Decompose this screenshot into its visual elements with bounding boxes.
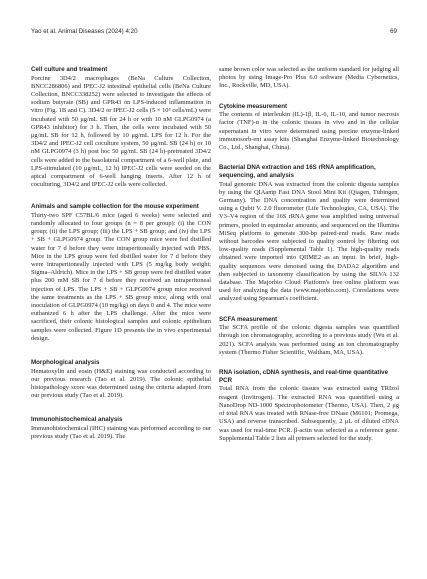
section-title-rna: RNA isolation, cDNA synthesis, and real-time quantitative PCR [219, 368, 389, 384]
section-title-morphology: Morphological analysis [31, 359, 100, 367]
section-body-morphology: Hematoxylin and eosin (H&E) staining was conducted according to our previous research (Tao et al. 2019). The colonic epithelial histopathology score was determined using the criteria adapted from our previous study (Tao et al. 2019). [31, 367, 211, 400]
section-title-animals: Animals and sample collection for the mouse experiment [31, 203, 199, 211]
running-header [31, 28, 397, 35]
section-body-ihc-continued: same brown color was selected as the uniform standard for judging all photos by using Image-Pro Plus 6.0 software (Media Cybernetics, Inc., Rockville, MD, USA). [219, 66, 399, 90]
section-body-cell-culture: Porcine 3D4/2 macrophages (BeNa Culture Collection, BNCC286806) and IPEC-J2 intestinal epithelial cells (BeNa Culture Collection, BNCC338252) were selected to investigate the effects of sodium butyrate (SB) and GPR43 on LPS-induced inflammation in vitro (Fig. 1B and C). 3D4/2 or IPEC-J2 cells (5 × 10⁵ cells/mL) were incubated with 50 μg/mL SB for 24 h or with 10 nM GLPG0974 (a GPR43 inhibitor) for 3 h. Then, the cells were incubated with 50 μg/mL SB for 12 h, followed by 10 μg/mL LPS for 12 h. For the 3D4/2 and IPEC-J2 cell coculture system, 50 μg/mL SB (24 h) or 10 nM GLPG0974 (3 h) post hoc 50 μg/mL SB (24 h)-pretreated 3D4/2 cells were added to the basolateral compartment of a 6-well plate, and LPS-stimulated (10 μg/mL, 12 h) IPEC-J2 cells were seeded on the apical compartment of 6-well hanging inserts. After 12 h of coculturing, 3D4/2 and IPEC-J2 cells were collected. [31, 74, 211, 189]
section-body-cytokine: The contents of interleukin (IL)-1β, IL-6, IL-10, and tumor necrosis factor (TNF)-α in the colonic tissues in vivo and in the cellular supernatant in vitro were determined using porcine enzyme-linked immunosorb-ent assay kits (Shanghai Enzyme-linked Biotechnology Co., Ltd., Shanghai, China). [219, 111, 399, 151]
left-column [31, 66, 211, 441]
section-body-rna: Total RNA from the colonic tissues was extracted using TRIzol reagent (Invitrogen). The extracted RNA was quantified using a NanoDrop ND-1000 Spectrophotometer (Thermo, USA). Then, 2 μg of total RNA was treated with RNase-free DNase (M6101; Promega, USA) and reverse transcribed. Subsequently, 2 μL of diluted cDNA was used for real-time PCR. β-actin was selected as a reference gene. Supplemental Table 2 lists all primers selected for the study. [219, 385, 399, 442]
section-title-cell-culture: Cell culture and treatment [31, 66, 108, 73]
section-body-scfa: The SCFA profile of the colonic digesta samples was quantified through ion chromatography, according to a previous study (Wu et al. 2021). SCFA analysis was performed using an ion chromatography system (Thermo Fisher Scientific, Waltham, MA, USA). [219, 324, 399, 356]
section-body-animals: Thirty-two SPF C57BL/6 mice (aged 6 weeks) were selected and randomly allocated to four groups (n = 8 per group): (i) the CON group; (ii) the LPS group; (iii) the LPS + SB group; and (iv) the LPS + SB + GLPG0974 group. The CON group mice were fed distilled water for 7 d before they were intraperitoneally injected with PBS. Mice in the LPS group were fed distilled water for 7 d before they were intraperitoneally injected with LPS (5 mg/kg body weight; Sigma–Aldrich). Mice in the LPS + SB group were fed distilled water plus 200 mM SB for 7 d before they received an intraperitoneal injection of LPS. The LPS + SB + GLPG0974 group mice received the same treatments as the LPS + SB group mice, along with oral inoculation of GLPG0974 (10 mg/kg) on days 0 and 4. The mice were euthanized 6 h after the LPS challenge. After the mice were sacrificed, their colonic histological samples and colonic epithelium samples were collected. Figure 1D presents the in vivo experimental design. [31, 211, 211, 342]
citation: Yao et al. Animal Diseases (2024) 4:20 [31, 28, 138, 35]
right-column [219, 66, 399, 443]
section-title-cytokine: Cytokine measurement [219, 102, 288, 110]
section-body-dna-extraction: Total genomic DNA was extracted from the colonic digesta samples by using the QIAamp Fast DNA Stool Mini Kit (Qiagen, Tübingen, Germany). The DNA concentration and quality were determined using a Qubit V. 2.0 fluorometer (Life Technologies, CA, USA). The V3–V4 region of the 16S rRNA gene was amplified using universal primers, pooled in equimolar amounts, and sequenced on the Illumina MiSeq platform to generate 300-bp paired-end reads. Raw reads without barcodes were subjected to quality control by filtering out low-quality reads (Supplemental Table 1). The high-quality reads obtained were imported into QIIME2 as an input. In brief, high-quality sequences were denoised using the DADA2 algorithm and then subjected to taxonomy classification by using the SILVA 132 database. The Majorbio Cloud Platform's free online platform was used for analyzing the data (www.majorbio.com). Correlations were analyzed using Spearman's coefficient. [219, 180, 399, 303]
section-title-ihc: Immunohistochemical analysis [31, 416, 123, 424]
section-title-dna-extraction: Bacterial DNA extraction and 16S rRNA amplification, sequencing, and analysis [219, 164, 376, 180]
page-number: 69 [390, 28, 397, 35]
section-body-ihc: Immunohistochemical (IHC) staining was performed according to our previous study (Tao et al. 2019). The [31, 424, 211, 441]
section-title-scfa: SCFA measurement [219, 315, 278, 323]
